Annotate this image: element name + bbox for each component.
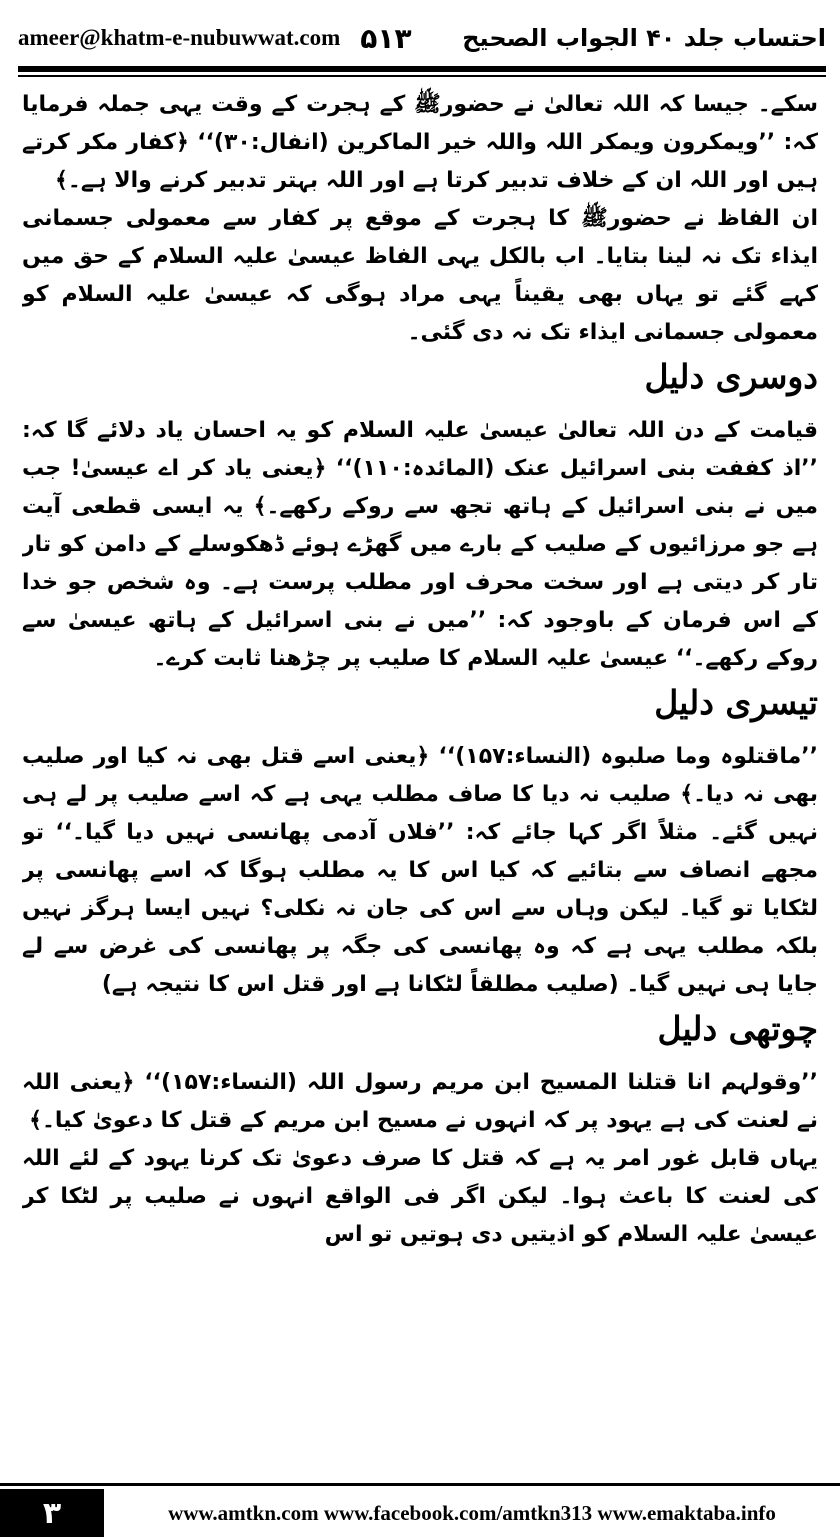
section-heading: چوتھی دلیل bbox=[657, 1009, 818, 1048]
footer-links: www.amtkn.com www.facebook.com/amtkn313 www.emaktaba.info bbox=[168, 1500, 776, 1525]
header-left-group bbox=[18, 22, 412, 55]
body-paragraph: ان الفاظ نے حضورﷺ کا ہجرت کے موقع پر کفار سے معمولی جسمانی ایذاء تک نہ لینا بتایا۔ اب بالکل یہی الفاظ عیسیٰ علیہ السلام کے حق میں کہے گئے تو یہاں بھی یقیناً یہی مراد ہوگی کہ عیسیٰ علیہ السلام کو معمولی جسمانی ایذاء تک نہ دی گئی۔ bbox=[22, 206, 818, 345]
header-rule-thick bbox=[18, 66, 826, 72]
fourth-argument-section bbox=[22, 1004, 818, 1254]
email-address: ameer@khatm-e-nubuwwat.com bbox=[18, 25, 341, 50]
page-body bbox=[22, 86, 818, 1446]
section-heading: تیسری دلیل bbox=[654, 683, 818, 722]
book-title: احتساب جلد ۴۰ الجواب الصحیح bbox=[462, 24, 826, 52]
body-paragraph: یہاں قابل غور امر یہ ہے کہ قتل کا صرف دعویٰ تک کرنا یہود کے لئے اللہ کی لعنت کا باعث ہوا۔ لیکن اگر فی الواقع انہوں نے صلیب پر لٹکا کر عیسیٰ علیہ السلام کو اذیتیں دی ہوتیں تو اس bbox=[22, 1146, 818, 1247]
body-paragraph: ’’ماقتلوہ وما صلبوہ (النساء:۱۵۷)‘‘ ﴿یعنی اسے قتل بھی نہ کیا اور صلیب بھی نہ دیا۔﴾ صلیب نہ دیا کا صاف مطلب یہی ہے کہ اسے صلیب پر لے ہی نہیں گئے۔ مثلاً اگر کہا جائے کہ: ’’فلاں آدمی پھانسی نہیں دیا گیا۔‘‘ تو مجھے انصاف سے بتائیے کہ کیا اس کا یہ مطلب ہوگا کہ اسے پھانسی پر لٹکایا تو گیا۔ لیکن وہاں سے اس کی جان نہ نکلی؟ نہیں ایسا ہرگز نہیں بلکہ مطلب یہی ہے کہ وہ پھانسی کی جگہ پر پھانسی کی غرض سے لے جایا ہی نہیں گیا۔ (صلیب مطلقاً لٹکانا ہے اور قتل اس کا نتیجہ ہے) bbox=[22, 744, 818, 997]
page-number: ۵۱۳ bbox=[360, 21, 412, 55]
page-header bbox=[18, 14, 826, 62]
second-argument-section bbox=[22, 352, 818, 678]
header-rule-thin bbox=[18, 75, 826, 77]
page-footer bbox=[0, 1488, 840, 1538]
footer-rule bbox=[0, 1483, 840, 1486]
body-paragraph: قیامت کے دن اللہ تعالیٰ عیسیٰ علیہ السلام کو یہ احسان یاد دلائے گا کہ: ’’اذ کففت بنی اسرائیل عنک (المائدہ:۱۱۰)‘‘ ﴿یعنی یاد کر اے عیسیٰ! جب میں نے بنی اسرائیل کے ہاتھ تجھ سے روکے رکھے۔﴾ یہ ایسی قطعی آیت ہے جو مرزائیوں کے صلیب کے بارے میں گھڑے ہوئے ڈھکوسلے کے دامن کو تار تار کر دیتی ہے اور سخت محرف اور مطلب پرست ہے۔ وہ شخص جو خدا کے اس فرمان کے باوجود کہ: ’’میں نے بنی اسرائیل کے ہاتھ عیسیٰ سے روکے رکھے۔‘‘ عیسیٰ علیہ السلام کا صلیب پر چڑھنا ثابت کرے۔ bbox=[22, 418, 818, 671]
third-argument-section bbox=[22, 678, 818, 1004]
section-heading: دوسری دلیل bbox=[644, 357, 818, 396]
intro-section bbox=[22, 86, 818, 352]
body-paragraph: سکے۔ جیسا کہ اللہ تعالیٰ نے حضورﷺ کے ہجرت کے وقت یہی جملہ فرمایا کہ: ’’ویمکرون ویمکر اللہ واللہ خیر الماکرین (انفال:۳۰)‘‘ ﴿کفار مکر کرتے ہیں اور اللہ ان کے خلاف تدبیر کرتا ہے اور اللہ بہتر تدبیر کرنے والا ہے۔﴾ bbox=[22, 92, 818, 193]
footer-page-number: ۳ bbox=[0, 1489, 104, 1537]
body-paragraph: ’’وقولہم انا قتلنا المسیح ابن مریم رسول اللہ (النساء:۱۵۷)‘‘ ﴿یعنی اللہ نے لعنت کی ہے یہود پر کہ انہوں نے مسیح ابن مریم کے قتل کا دعویٰ کیا۔﴾ bbox=[22, 1070, 818, 1133]
